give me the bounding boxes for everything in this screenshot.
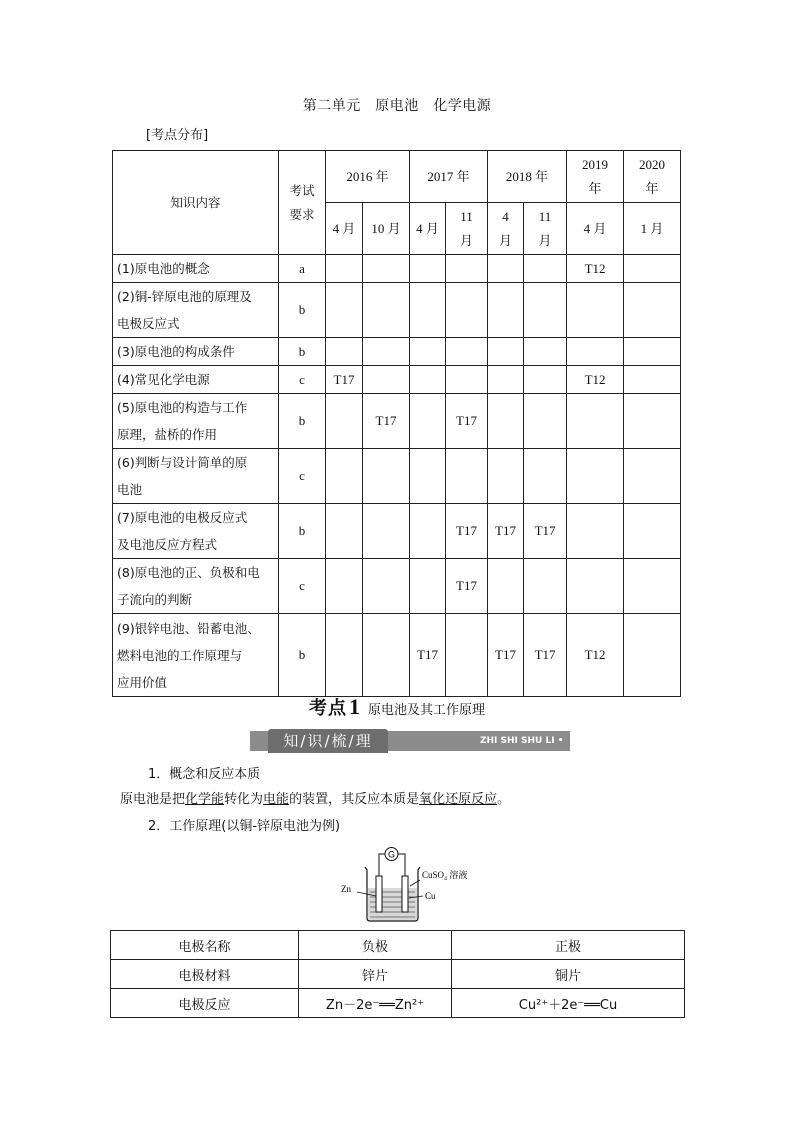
exam-cell: T17 — [363, 394, 410, 449]
topic-line: (2)铜-锌原电池的原理及 — [117, 289, 252, 304]
exam-cell: T17 — [446, 394, 488, 449]
header-year-2020-line2: 年 — [645, 180, 659, 196]
requirement-cell: b — [279, 614, 326, 697]
kaodian-number: 1 — [348, 694, 360, 719]
negative-electrode-cell: 负极 — [299, 931, 452, 960]
text: 的装置，其反应本质是 — [289, 792, 420, 807]
header-year-2020 — [624, 151, 681, 203]
exam-cell — [326, 394, 363, 449]
header-content: 知识内容 — [113, 151, 279, 255]
galvanometer-label: G — [387, 849, 396, 860]
exam-cell — [363, 559, 410, 614]
point-1-body — [120, 788, 510, 807]
exam-cell — [488, 559, 524, 614]
banner-tab: 知/识/梳/理 — [268, 729, 388, 753]
underlined-text: 氧化还原反应 — [419, 792, 498, 807]
topic-line: 及电池反应方程式 — [117, 537, 218, 552]
exam-cell — [446, 283, 488, 338]
exam-cell — [446, 366, 488, 394]
header-year-2019 — [567, 151, 624, 203]
exam-cell — [446, 255, 488, 283]
topic-cell — [113, 394, 279, 449]
cu-label: Cu — [425, 891, 436, 901]
banner-pinyin: ZHI SHI SHU LI • — [480, 736, 564, 746]
header-require — [279, 151, 326, 255]
exam-cell — [363, 366, 410, 394]
header-year-2019-line1: 2019 — [582, 156, 609, 172]
exam-cell — [488, 394, 524, 449]
topic-cell — [113, 614, 279, 697]
requirement-cell: c — [279, 366, 326, 394]
table-row — [113, 366, 681, 394]
exam-cell — [624, 394, 681, 449]
header-month-line1: 4 — [502, 208, 509, 224]
electrode-table — [110, 930, 685, 1018]
exam-cell — [488, 283, 524, 338]
topic-cell — [113, 559, 279, 614]
table-row — [113, 338, 681, 366]
solution — [368, 888, 417, 920]
header-year-2019-line2: 年 — [588, 180, 602, 196]
kaodian-prefix: 考点 — [308, 698, 347, 719]
row-label-cell: 电极反应 — [111, 989, 299, 1018]
exam-cell — [488, 449, 524, 504]
row-label-cell: 电极材料 — [111, 960, 299, 989]
exam-cell — [326, 283, 363, 338]
header-month: 1 月 — [624, 203, 681, 255]
exam-cell — [326, 559, 363, 614]
exam-distribution-table — [112, 150, 681, 697]
topic-line: 子流向的判断 — [117, 592, 193, 607]
text: 原电池是把 — [120, 792, 186, 807]
header-require-line2: 要求 — [289, 206, 315, 222]
underlined-text: 电能 — [263, 792, 290, 807]
header-month-line2: 月 — [499, 232, 513, 248]
exam-cell — [624, 366, 681, 394]
exam-cell — [363, 614, 410, 697]
text: 转化为 — [224, 792, 264, 807]
header-month — [524, 203, 567, 255]
header-year-2016: 2016 年 — [326, 151, 410, 203]
exam-cell — [524, 255, 567, 283]
point-1-heading: 1．概念和反应本质 — [148, 767, 261, 782]
table-row — [111, 931, 685, 960]
topic-line: 原理，盐桥的作用 — [117, 427, 218, 442]
exam-cell — [326, 449, 363, 504]
exam-cell: T17 — [488, 614, 524, 697]
topic-cell — [113, 449, 279, 504]
exam-cell — [624, 283, 681, 338]
exam-cell — [488, 338, 524, 366]
point-2-heading: 2．工作原理(以铜-锌原电池为例) — [148, 819, 341, 834]
exam-cell: T17 — [326, 366, 363, 394]
requirement-cell: c — [279, 559, 326, 614]
exam-cell — [363, 283, 410, 338]
topic-line: (4)常见化学电源 — [117, 372, 210, 387]
negative-electrode-cell: 锌片 — [299, 960, 452, 989]
header-month-line1: 11 — [460, 208, 473, 224]
header-year-2020-line1: 2020 — [639, 156, 666, 172]
header-month-line2: 月 — [538, 232, 552, 248]
exam-cell — [624, 504, 681, 559]
exam-cell — [446, 449, 488, 504]
header-month: 10 月 — [363, 203, 410, 255]
topic-cell — [113, 255, 279, 283]
exam-cell — [410, 394, 446, 449]
topic-line: (6)判断与设计简单的原 — [117, 455, 248, 470]
exam-cell — [363, 255, 410, 283]
requirement-cell: a — [279, 255, 326, 283]
exam-cell: T17 — [446, 504, 488, 559]
topic-cell — [113, 366, 279, 394]
table-row — [113, 283, 681, 338]
exam-cell — [410, 366, 446, 394]
requirement-cell: b — [279, 504, 326, 559]
exam-cell — [624, 449, 681, 504]
exam-cell — [567, 449, 624, 504]
topic-line: 燃料电池的工作原理与 — [117, 647, 243, 663]
exam-cell — [363, 449, 410, 504]
positive-electrode-cell: 铜片 — [452, 960, 685, 989]
topic-line: 应用价值 — [117, 674, 168, 690]
kaodian-title: 原电池及其工作原理 — [367, 703, 485, 718]
topic-cell — [113, 504, 279, 559]
exam-cell — [524, 283, 567, 338]
requirement-cell: c — [279, 449, 326, 504]
exam-cell — [524, 338, 567, 366]
exam-cell — [326, 614, 363, 697]
header-year-2017: 2017 年 — [410, 151, 488, 203]
header-month: 4 月 — [326, 203, 363, 255]
exam-cell — [326, 504, 363, 559]
underlined-text: 化学能 — [185, 792, 225, 807]
exam-cell: T12 — [567, 366, 624, 394]
header-month-line1: 11 — [538, 208, 552, 224]
table-row — [113, 394, 681, 449]
exam-cell — [624, 614, 681, 697]
exam-cell — [567, 559, 624, 614]
page-title: 第二单元 原电池 化学电源 — [302, 98, 492, 114]
table-row — [111, 989, 685, 1018]
exam-cell — [326, 338, 363, 366]
exam-cell — [567, 394, 624, 449]
topic-line: (1)原电池的概念 — [117, 261, 210, 276]
exam-cell: T17 — [524, 614, 567, 697]
requirement-cell: b — [279, 338, 326, 366]
exam-cell — [410, 449, 446, 504]
zn-label: Zn — [341, 884, 351, 894]
table-row — [113, 255, 681, 283]
exam-cell: T17 — [488, 504, 524, 559]
exam-cell — [410, 283, 446, 338]
table-row — [113, 504, 681, 559]
table-row — [113, 559, 681, 614]
exam-cell — [446, 338, 488, 366]
negative-electrode-cell: Zn－2e⁻══Zn²⁺ — [299, 989, 452, 1018]
topic-line: (8)原电池的正、负极和电 — [117, 565, 260, 580]
topic-cell — [113, 283, 279, 338]
exam-cell — [524, 559, 567, 614]
topic-line: (9)银锌电池、铅蓄电池、 — [117, 620, 260, 636]
header-month — [446, 203, 488, 255]
header-month: 4 月 — [410, 203, 446, 255]
topic-line: (3)原电池的构成条件 — [117, 344, 235, 359]
exam-cell: T17 — [524, 504, 567, 559]
row-label-cell: 电极名称 — [111, 931, 299, 960]
topic-line: (5)原电池的构造与工作 — [117, 400, 248, 415]
table-row — [113, 449, 681, 504]
exam-cell — [624, 255, 681, 283]
exam-cell — [567, 283, 624, 338]
exam-cell — [524, 366, 567, 394]
exam-cell — [410, 559, 446, 614]
header-month-line2: 月 — [460, 232, 474, 248]
kaodian-heading — [0, 694, 794, 720]
header-month — [488, 203, 524, 255]
exam-cell: T17 — [410, 614, 446, 697]
exam-cell — [363, 504, 410, 559]
exam-cell — [410, 504, 446, 559]
exam-cell — [524, 394, 567, 449]
exam-cell: T12 — [567, 614, 624, 697]
header-year-2018: 2018 年 — [488, 151, 567, 203]
exam-cell — [624, 338, 681, 366]
zn-electrode — [376, 876, 382, 912]
text: 。 — [497, 792, 511, 807]
exam-cell — [567, 504, 624, 559]
exam-cell: T12 — [567, 255, 624, 283]
positive-electrode-cell: Cu²⁺＋2e⁻══Cu — [452, 989, 685, 1018]
exam-cell — [410, 255, 446, 283]
exam-cell — [410, 338, 446, 366]
solution-label: CuSO₄ 溶液 — [422, 870, 468, 880]
topic-line: (7)原电池的电极反应式 — [117, 510, 248, 525]
cu-zn-cell-diagram — [335, 840, 495, 925]
exam-cell — [446, 614, 488, 697]
exam-cell — [624, 559, 681, 614]
topic-cell — [113, 338, 279, 366]
requirement-cell: b — [279, 394, 326, 449]
section-label: [考点分布] — [146, 128, 209, 143]
exam-cell — [488, 255, 524, 283]
exam-cell — [567, 338, 624, 366]
positive-electrode-cell: 正极 — [452, 931, 685, 960]
exam-cell — [488, 366, 524, 394]
requirement-cell: b — [279, 283, 326, 338]
exam-cell: T17 — [446, 559, 488, 614]
topic-line: 电极反应式 — [117, 316, 180, 331]
exam-cell — [363, 338, 410, 366]
table-row — [113, 614, 681, 697]
topic-line: 电池 — [117, 482, 143, 497]
cu-electrode — [402, 876, 408, 912]
exam-cell — [326, 255, 363, 283]
exam-cell — [524, 449, 567, 504]
table-row — [111, 960, 685, 989]
header-month: 4 月 — [567, 203, 624, 255]
header-require-line1: 考试 — [289, 182, 315, 198]
